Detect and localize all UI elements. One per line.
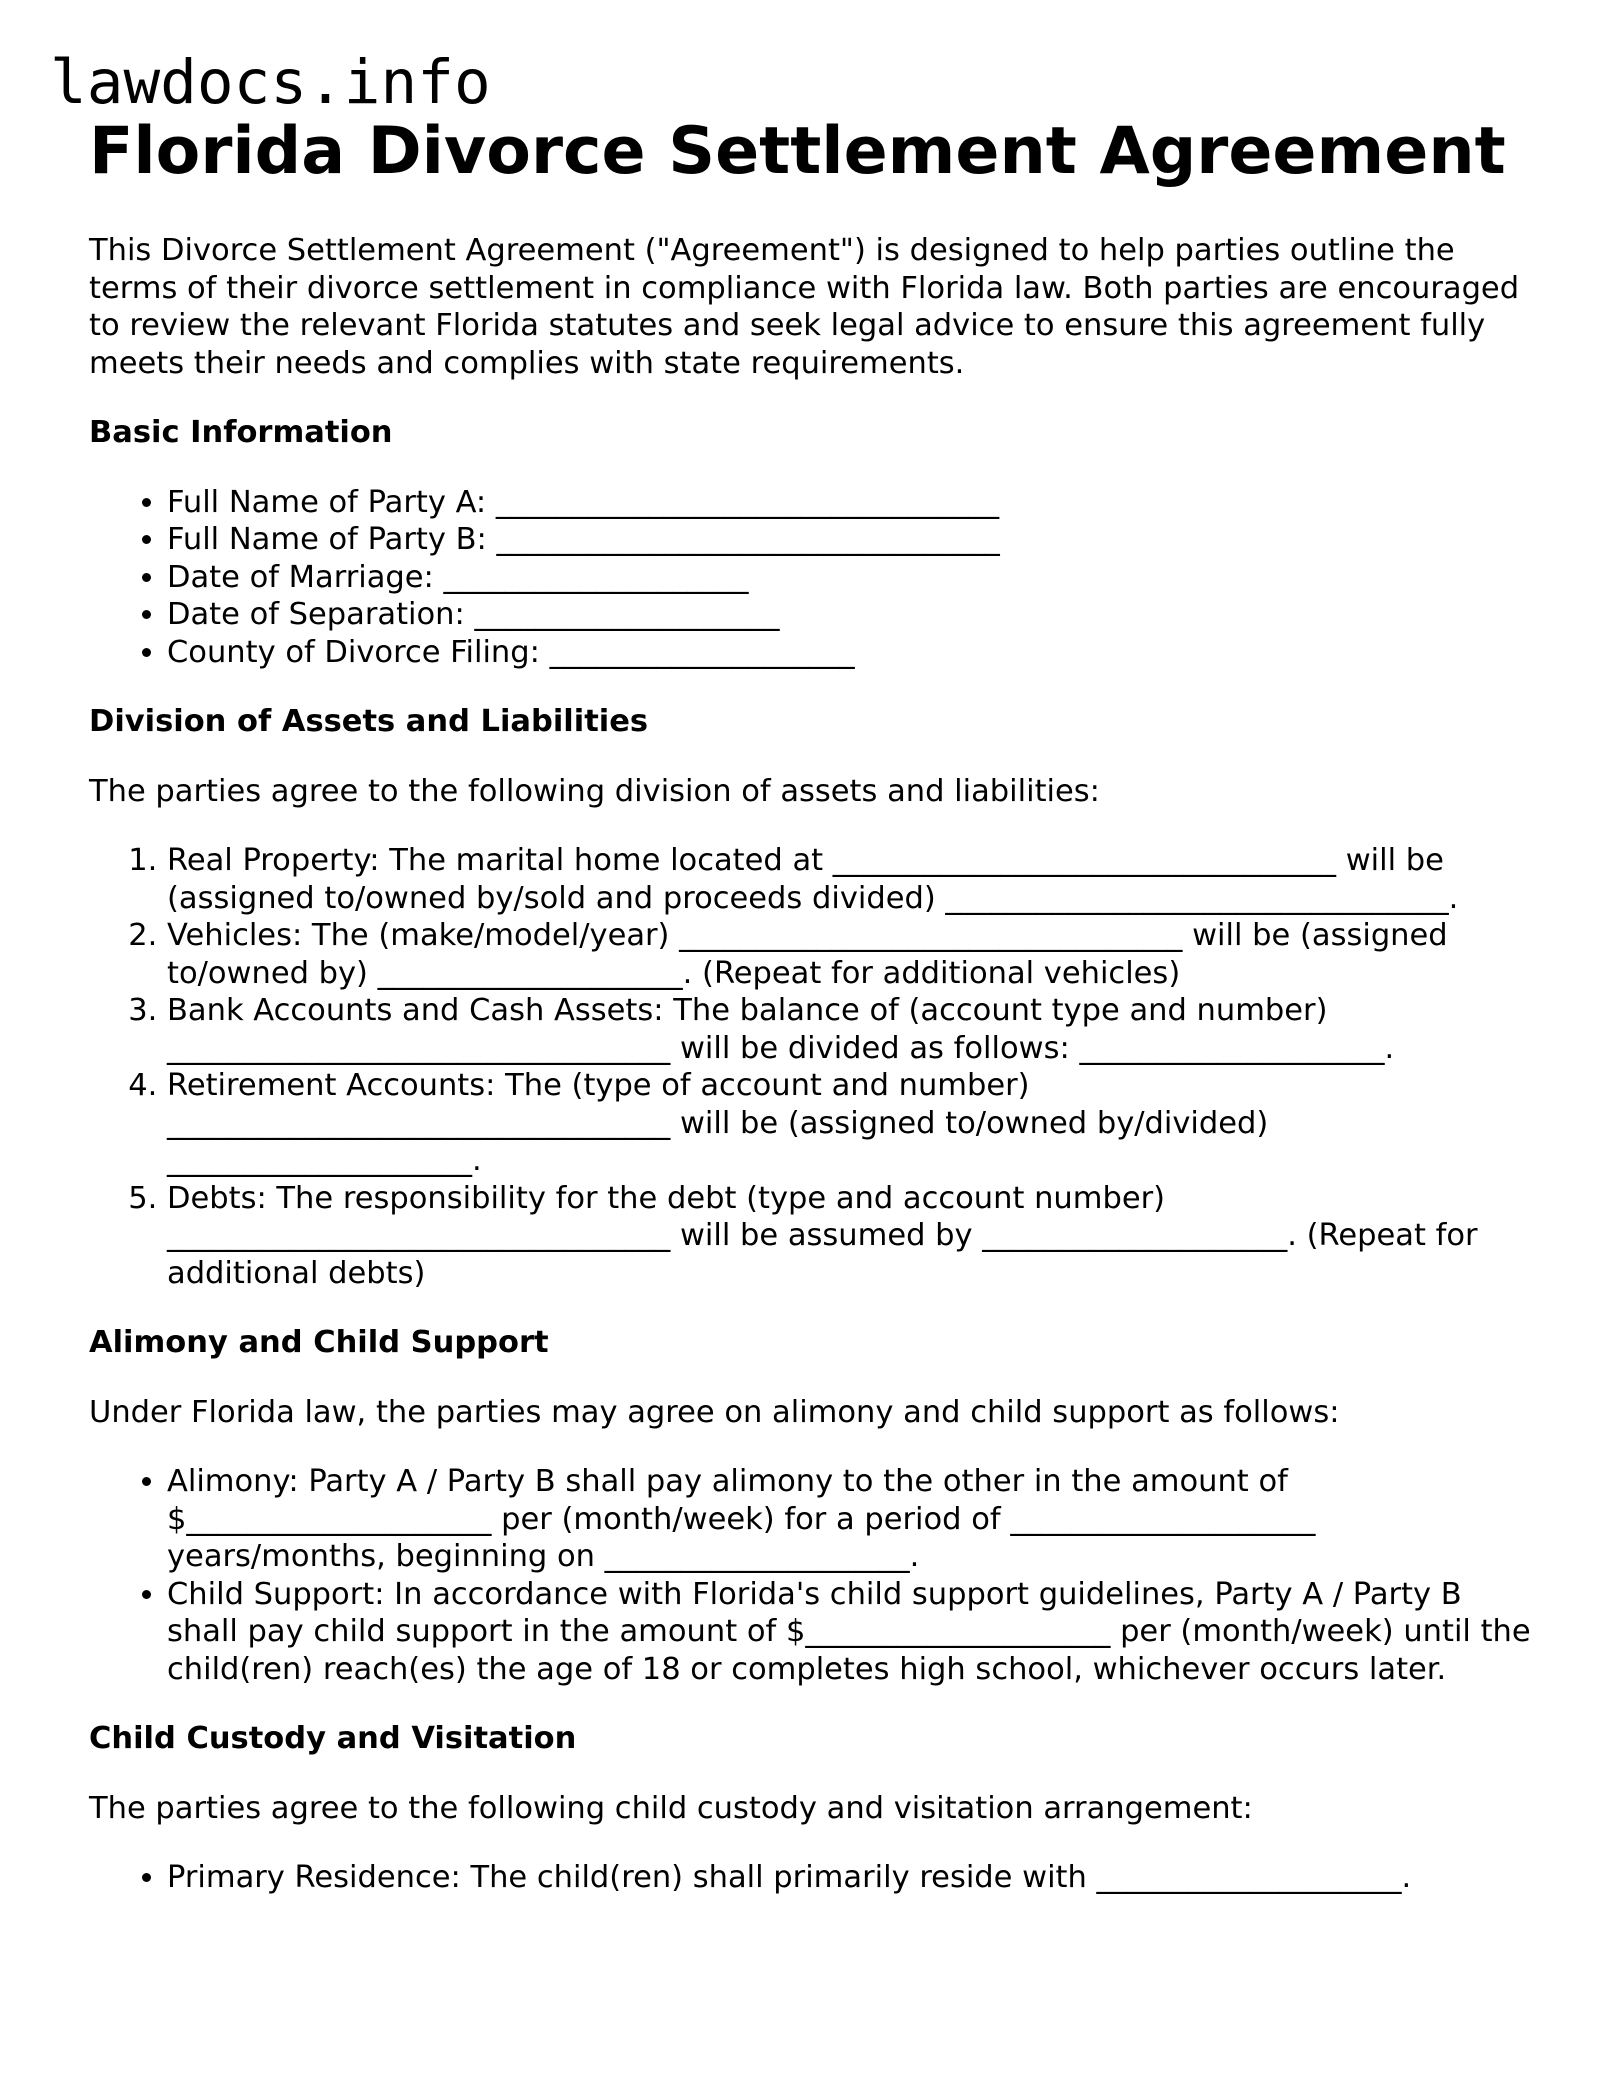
site-watermark: lawdocs.info (50, 47, 491, 118)
heading-basic-information: Basic Information (89, 415, 393, 450)
list-item: 3. Bank Accounts and Cash Assets: The balance of (account type and number) _________________________________ will be divided as follows: ____________________. (167, 992, 1539, 1067)
document-page (89, 112, 1539, 1897)
support-list (89, 1463, 1539, 1688)
list-item: • Full Name of Party A: _________________________________ (167, 484, 1539, 522)
list-item: 4. Retirement Accounts: The (type of account and number) _________________________________ will be (assigned to/owned by/divided) ____________________. (167, 1067, 1539, 1180)
custody-lead: The parties agree to the following child custody and visitation arrangement: (89, 1790, 1253, 1826)
list-item: 2. Vehicles: The (make/model/year) _________________________________ will be (assigned to/owned by) ____________________. (Repeat for additional vehicles) (167, 917, 1539, 992)
support-lead: Under Florida law, the parties may agree on alimony and child support as follows: (89, 1394, 1340, 1430)
list-item: • County of Divorce Filing: ____________________ (167, 634, 1539, 672)
intro-paragraph: This Divorce Settlement Agreement ("Agreement") is designed to help parties outline the terms of their divorce settlement in compliance with Florida law. Both parties are encouraged to review the relevant Florida statutes and seek legal advice to ensure this agreement fully meets their needs and complies with state requirements. (89, 233, 1520, 381)
basic-information-list (89, 484, 1539, 672)
document-title: Florida Divorce Settlement Agreement (89, 114, 1506, 189)
list-item: • Full Name of Party B: _________________________________ (167, 521, 1539, 559)
heading-division-of-assets: Division of Assets and Liabilities (89, 704, 649, 739)
list-item: • Date of Marriage: ____________________ (167, 559, 1539, 597)
list-item: • Alimony: Party A / Party B shall pay alimony to the other in the amount of $____________________ per (month/week) for a period of ____________________ years/months, beginning on ____________________. (167, 1463, 1539, 1576)
assets-lead: The parties agree to the following division of assets and liabilities: (89, 773, 1100, 809)
list-item: • Child Support: In accordance with Florida's child support guidelines, Party A / Party B shall pay child support in the amount of $____________________ per (month/week) until the child(ren) reach(es) the age of 18 or completes high school, whichever occurs later. (167, 1576, 1539, 1689)
heading-alimony-child-support: Alimony and Child Support (89, 1325, 549, 1360)
custody-list (89, 1859, 1539, 1897)
list-item: 1. Real Property: The marital home located at _________________________________ will be (assigned to/owned by/sold and proceeds divided) _________________________________. (167, 842, 1539, 917)
assets-list (89, 842, 1539, 1292)
list-item: • Date of Separation: ____________________ (167, 596, 1539, 634)
list-item: 5. Debts: The responsibility for the debt (type and account number) _________________________________ will be assumed by ____________________. (Repeat for additional debts) (167, 1180, 1539, 1293)
list-item: • Primary Residence: The child(ren) shall primarily reside with ____________________. (167, 1859, 1539, 1897)
heading-child-custody: Child Custody and Visitation (89, 1721, 577, 1756)
